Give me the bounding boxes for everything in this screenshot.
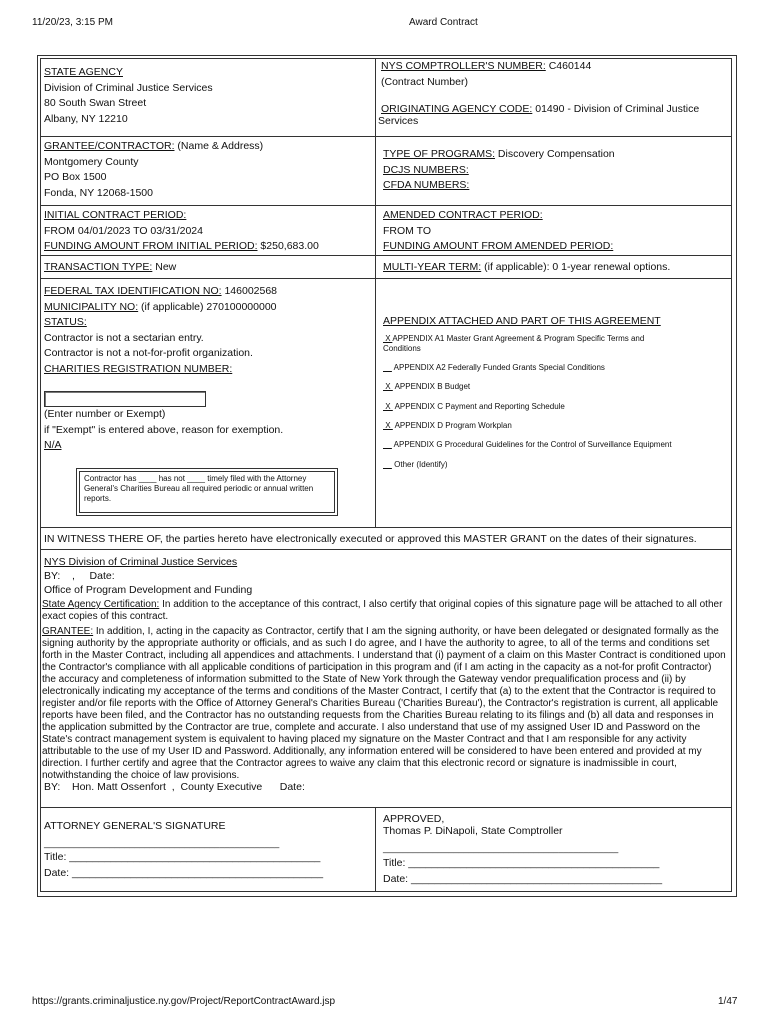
amended-period-block (383, 208, 613, 255)
exempt-notes (44, 407, 283, 454)
fed-tax-value: 146002568 (221, 285, 278, 297)
footer-url[interactable]: https://grants.criminaljustice.ny.gov/Project/ReportContractAward.jsp (32, 996, 336, 1007)
grantee-name: Montgomery County (44, 155, 139, 168)
grantee-box: PO Box 1500 (44, 171, 107, 183)
approved-label: APPROVED, (383, 813, 445, 825)
contractor-filing-note: Contractor has ____ has not ____ timely filed with the Attorney General's Charities Bureau all required periodic or annual written reports. (79, 471, 335, 513)
multi-year-value: (if applicable): 0 1-year renewal options. (481, 261, 671, 273)
grantee-label-suffix: (Name & Address) (174, 140, 264, 152)
appendix-d (383, 421, 512, 430)
status-label: STATUS: (44, 316, 87, 328)
orig-agency-value-cont: Services (378, 115, 419, 127)
programs-block (383, 147, 615, 194)
grantee-city: Fonda, NY 12068-1500 (44, 186, 153, 199)
grantee-cert-text: In addition, I, acting in the capacity as Contractor, certify that I am the signing authority, or have been delegated or designated formally as the signing authority by the appropriate authority or officials, and as such I do agree, and I have the authority to agree, to all of the terms and conditions set forth in the Master Contract, including all appendices and attachments. I understand that (i) payment of a claim on this Master Contract is conditioned upon the Contractor's compliance with all applicable conditions of participation in this program and (if I am acting in the capacity as a not-for profit Contractor) the accuracy and completeness of information submitted to the State of New York through the Gateway vendor prequalification process and (ii) by electronically indicating my acceptance of the terms and conditions of the Master Contract, I certify that (a) to the extent that the Contractor is required to register and/or file reports with the Office of Attorney General's Charities Bureau ('Charities Bureau'), the Contractor's registration is current, all applicable reports have been filed, and the Contractor has no outstanding requests from the Charities Bureau relating to its filings and (b) all data and responses in the application submitted by the Contractor are true, complete and accurate. I also understand that use of my assigned User ID and Password on the State's contract management system is equivalent to having placed my signature on the Master Contract and that I am responsible for any activity attributable to the use of my User ID and Password. Additionally, any information entered will be considered to have been entered and provided at my direction. I further certify and agree that the Contractor agrees to waive any claim that this electronic record or signature is inadmissible in court, notwithstanding the choice of law provisions. (42, 626, 726, 781)
approved-title-line[interactable]: Title: ___________________________________________ (383, 857, 660, 869)
appendix-c (383, 402, 565, 411)
signing-office: Office of Program Development and Funding (44, 584, 253, 596)
multi-year-label: MULTI-YEAR TERM: (383, 261, 482, 273)
appendix-a2 (383, 363, 605, 372)
agency-signing-block (44, 555, 252, 597)
state-agency-block (44, 65, 213, 127)
agency-street: 80 South Swan Street (44, 97, 147, 109)
transaction-type-label: TRANSACTION TYPE: (44, 261, 153, 273)
contractor-filing-note-box (76, 468, 338, 516)
state-agency-certification (42, 599, 726, 623)
comptroller-label: NYS COMPTROLLER'S NUMBER: (381, 60, 546, 72)
agency-city: Albany, NY 12210 (44, 112, 128, 125)
appendix-g-mark (383, 440, 392, 449)
appendix-d-mark: X (383, 421, 393, 430)
grantee-by-line: BY: Hon. Matt Ossenfort , County Executive Date: (44, 781, 305, 793)
contract-number-note: (Contract Number) (381, 75, 468, 88)
dcjs-numbers-label: DCJS NUMBERS: (383, 163, 469, 176)
municipality-value: (if applicable) 270100000000 (138, 300, 277, 313)
appendix-a2-text: APPENDIX A2 Federally Funded Grants Special Conditions (393, 363, 605, 372)
approved-name: Thomas P. DiNapoli, State Comptroller (383, 825, 563, 837)
appendix-d-text: APPENDIX D Program Workplan (394, 421, 512, 430)
state-agency-label: STATE AGENCY (44, 66, 123, 78)
signature-divider (375, 808, 376, 892)
appendix-a1 (383, 334, 644, 343)
orig-agency-value: 01490 - Division of Criminal Justice (532, 103, 700, 115)
appendix-other-mark (383, 460, 392, 469)
footer-page-number: 1/47 (718, 996, 738, 1007)
charities-number-input[interactable] (44, 391, 206, 407)
attorney-date-line[interactable]: Date: ___________________________________________ (44, 867, 324, 879)
charities-label: CHARITIES REGISTRATION NUMBER: (44, 362, 233, 375)
appendix-g (383, 440, 672, 449)
amended-period-range: FROM TO (383, 224, 432, 237)
initial-funding-label: FUNDING AMOUNT FROM INITIAL PERIOD: (44, 240, 258, 252)
agency-by-line: BY: , Date: (44, 570, 115, 582)
grantee-block (44, 139, 263, 201)
initial-period-label: INITIAL CONTRACT PERIOD: (44, 209, 187, 221)
appendix-c-mark: X (383, 402, 393, 411)
attorney-signature-line[interactable]: _______________________________________________ (44, 838, 280, 848)
approved-date-line[interactable]: Date: ___________________________________________ (383, 873, 663, 885)
cfda-numbers-label: CFDA NUMBERS: (383, 179, 470, 191)
multi-year-term (383, 261, 670, 273)
certification-text: In addition to the acceptance of this contract, I also certify that original copies of this signature page will be attached to all other exact copies of this contract. (42, 599, 723, 622)
appendix-b-mark: X (383, 382, 393, 391)
header-title: Award Contract (409, 17, 478, 28)
exempt-reason-note: if "Exempt" is entered above, reason for exemption. (44, 423, 284, 436)
amended-period-label: AMENDED CONTRACT PERIOD: (383, 209, 543, 221)
approved-signature-line[interactable]: _______________________________________________ (383, 843, 619, 853)
header-datetime: 11/20/23, 3:15 PM (32, 17, 113, 28)
program-type-value: Discovery Compensation (495, 148, 615, 160)
tax-block (44, 284, 277, 377)
appendix-other-text: Other (Identify) (394, 460, 448, 469)
appendix-b (383, 382, 470, 391)
appendix-a1-text: APPENDIX A1 Master Grant Agreement & Program Specific Terms and (392, 334, 645, 343)
appendix-a1-cont: Conditions (383, 344, 421, 353)
comptroller-block (378, 59, 726, 127)
orig-agency-label: ORIGINATING AGENCY CODE: (381, 103, 533, 115)
agency-name: Division of Criminal Justice Services (44, 81, 213, 94)
appendix-a2-mark (383, 363, 392, 372)
witness-text: IN WITNESS THERE OF, the parties hereto have electronically executed or approved this MASTER GRANT on the dates of their signatures. (44, 533, 697, 545)
certification-label: State Agency Certification: (42, 599, 160, 610)
initial-funding-value: $250,683.00 (257, 240, 319, 252)
appendix-other (383, 460, 447, 469)
attorney-title-line[interactable]: Title: ___________________________________________ (44, 851, 321, 863)
initial-period-range: FROM 04/01/2023 TO 03/31/2024 (44, 224, 203, 237)
municipality-label: MUNICIPALITY NO: (44, 300, 139, 313)
status-sectarian: Contractor is not a sectarian entry. (44, 331, 204, 344)
grantee-label: GRANTEE/CONTRACTOR: (44, 140, 175, 152)
fed-tax-label: FEDERAL TAX IDENTIFICATION NO: (44, 285, 222, 297)
program-type-label: TYPE OF PROGRAMS: (383, 148, 496, 160)
transaction-type (44, 261, 176, 273)
appendix-a1-mark: X (383, 334, 393, 343)
status-not-for-profit: Contractor is not a not-for-profit organization. (44, 347, 253, 359)
appendix-g-text: APPENDIX G Procedural Guidelines for the Control of Surveillance Equipment (393, 440, 672, 449)
signing-agency-name: NYS Division of Criminal Justice Services (44, 556, 238, 568)
appendix-b-text: APPENDIX B Budget (394, 382, 471, 391)
enter-number-note: (Enter number or Exempt) (44, 408, 166, 420)
amended-funding-label: FUNDING AMOUNT FROM AMENDED PERIOD: (383, 240, 614, 252)
comptroller-number: C460144 (545, 60, 592, 72)
initial-period-block (44, 208, 319, 255)
appendix-c-text: APPENDIX C Payment and Reporting Schedule (394, 402, 565, 411)
grantee-certification (42, 626, 726, 782)
transaction-type-value: New (152, 261, 177, 273)
attorney-general-label: ATTORNEY GENERAL'S SIGNATURE (44, 820, 226, 832)
exempt-reason-value: N/A (44, 439, 62, 451)
appendix-heading: APPENDIX ATTACHED AND PART OF THIS AGREEMENT (383, 315, 661, 327)
grantee-cert-label: GRANTEE: (42, 626, 94, 637)
